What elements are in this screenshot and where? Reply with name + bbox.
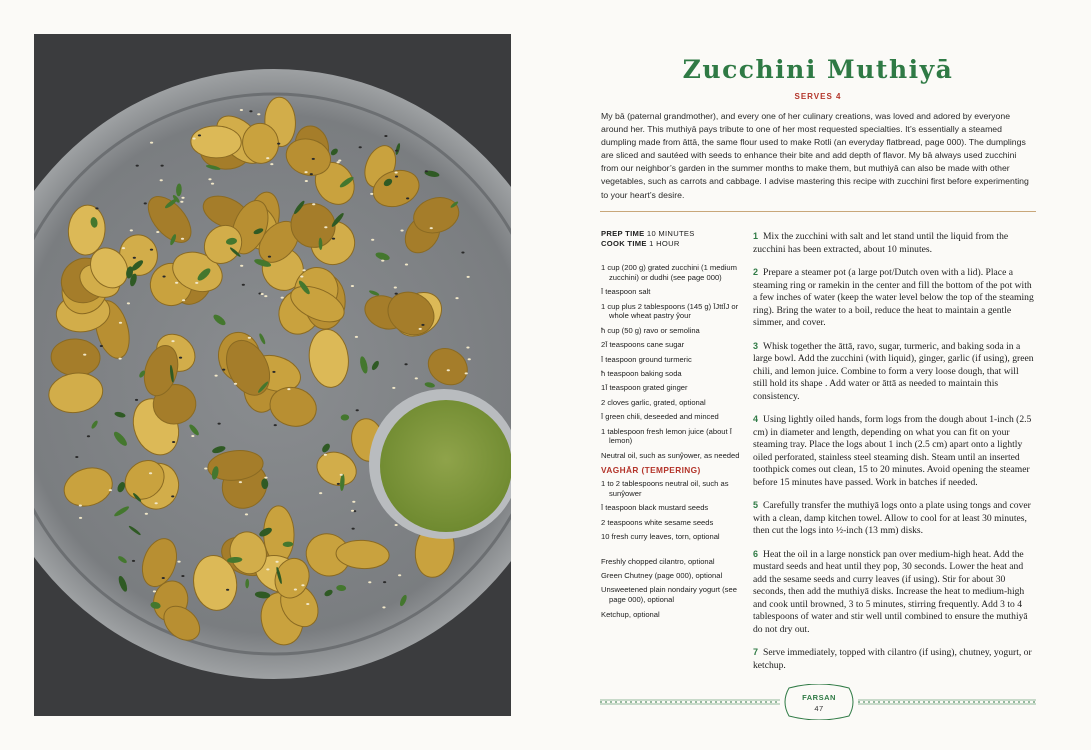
sesame-seed	[302, 269, 305, 271]
step-number: 7	[753, 647, 759, 657]
sesame-seed	[109, 489, 112, 491]
sesame-seed	[468, 358, 471, 360]
sesame-seed	[153, 590, 156, 592]
sesame-seed	[155, 502, 158, 504]
sesame-seed	[145, 513, 148, 515]
ingredient-item: Ī teaspoon salt	[601, 287, 651, 297]
step-number: 5	[753, 500, 759, 510]
sesame-seed	[300, 276, 303, 278]
ingredient-item: ħ teaspoon baking soda	[601, 368, 682, 378]
sesame-seed	[242, 284, 245, 286]
section-divider	[600, 211, 1036, 212]
sesame-seed	[132, 560, 135, 562]
sesame-seed	[455, 297, 458, 299]
sesame-seed	[175, 282, 178, 284]
sesame-seed	[281, 297, 284, 299]
sesame-seed	[266, 157, 269, 159]
sesame-seed	[294, 588, 297, 590]
method-step	[753, 548, 1035, 637]
method-step	[753, 499, 1035, 538]
sesame-seed	[425, 170, 428, 172]
sesame-seed	[261, 293, 264, 295]
sesame-seed	[208, 178, 211, 180]
sesame-seed	[356, 409, 359, 411]
sesame-seed	[461, 251, 464, 253]
sesame-seed	[264, 477, 267, 479]
sesame-seed	[95, 207, 98, 209]
sesame-seed	[192, 137, 195, 139]
sesame-seed	[467, 276, 470, 278]
sesame-seed	[381, 260, 384, 262]
serving-item: Freshly chopped cilantro, optional	[601, 556, 715, 566]
sesame-seed	[351, 510, 354, 512]
sesame-seed	[382, 606, 385, 608]
step-text: Whisk together the āttā, ravo, sugar, turmeric, and baking soda in a large bowl. Add the zucchini (with liquid), ginger, garlic (if using), green chili, and lemon juice. Combine to form a very loose dough, that will still hold its shape . Add water or āttā as needed to maintain this consistency.	[753, 340, 1034, 402]
sesame-seed	[312, 203, 315, 205]
sesame-seed	[264, 295, 267, 297]
sesame-seed	[226, 589, 229, 591]
sesame-seed	[181, 197, 184, 199]
sesame-seed	[150, 142, 153, 144]
step-text: Mix the zucchini with salt and let stand until the liquid from the zucchini has been extracted, about 10 minutes.	[753, 231, 1009, 255]
sesame-seed	[179, 357, 182, 359]
sesame-seed	[332, 238, 335, 240]
step-text: Using lightly oiled hands, form logs from the dough about 1-inch (2.5 cm) in diameter and length, depending on what you can fit on your steaming tray. Place the logs about 1 inch (2.5 cm) apart onto a lightly oiled perforated, stainless steel steaming dish. Steam until an inserted toothpick comes out clean, 15 to 20 minutes. Avoid opening the steamer before 15 minutes have passed. Work in batches if needed.	[753, 414, 1032, 488]
step-text: Heat the oil in a large nonstick pan over medium-high heat. Add the mustard seeds and heat until they pop, 30 seconds. Lower the heat and add the sesame seeds and curry leaves (if using). Stir for about 30 seconds, then add the muthiyā disks. Increase the heat to medium-high and cook until browned, 3 to 5 minutes, stirring frequently. Add 3 to 4 tablespoons of water and stir well until combined to ensure the muthiyā do not dry out.	[753, 548, 1028, 635]
sesame-seed	[305, 180, 308, 182]
sesame-seed	[370, 193, 373, 195]
sesame-seed	[466, 347, 469, 349]
ingredient-item: 1 cup plus 2 tablespoons (145 g) ĪJttĪJ or whole wheat pastry ŷour	[601, 301, 739, 321]
sesame-seed	[275, 561, 278, 563]
footer-badge-frame	[779, 684, 859, 720]
sesame-seed	[240, 109, 243, 111]
sesame-seed	[310, 173, 313, 175]
sesame-seed	[268, 256, 271, 258]
sesame-seed	[119, 358, 122, 360]
sesame-seed	[266, 568, 269, 570]
sesame-seed	[245, 513, 248, 515]
sesame-seed	[404, 363, 407, 365]
sesame-seed	[215, 375, 218, 377]
sesame-seed	[394, 286, 397, 288]
sesame-seed	[136, 165, 139, 167]
sesame-seed	[83, 354, 86, 356]
sesame-seed	[222, 369, 225, 371]
sesame-seed	[415, 377, 418, 379]
sesame-seed	[371, 239, 374, 241]
sesame-seed	[171, 340, 174, 342]
ingredient-item: 2 cloves garlic, grated, optional	[601, 397, 706, 407]
sesame-seed	[398, 574, 401, 576]
sesame-seed	[100, 345, 103, 347]
sesame-seed	[144, 202, 147, 204]
serving-item: Green Chutney (page 000), optional	[601, 571, 723, 581]
method-step	[753, 340, 1035, 404]
sesame-seed	[133, 257, 136, 259]
sesame-seed	[304, 171, 307, 173]
sesame-seed	[359, 146, 362, 148]
sesame-seed	[162, 577, 165, 579]
sesame-seed	[395, 172, 398, 174]
sesame-seed	[355, 336, 358, 338]
sesame-seed	[119, 322, 122, 324]
prep-time-label: PREP TIME	[601, 229, 645, 238]
sesame-seed	[324, 454, 327, 456]
sesame-seed	[352, 528, 355, 530]
recipe-intro: My bā (paternal grandmother), and every one of her culinary creations, was loved and adored by everyone around her. This muthiyā pays tribute to one of her most requested specialties. It’s essentially a steamed dumpling made from āttā, the same flour used to make Rotli (an everyday flatbread, page 000). The dumplings are sliced and sautéed with seeds to enhance their bite and add depth of flavor. My bā always used zucchini from our neighbor’s garden in the summer months to make them, but muthiyā can also be made with other vegetables, such as carrots and cabbage. I advise mastering this recipe with zucchini first before experimenting to your heart’s desire.	[601, 111, 1029, 200]
ingredient-item: Ī teaspoon ground turmeric	[601, 354, 692, 364]
sesame-seed	[75, 456, 78, 458]
step-number: 2	[753, 267, 759, 277]
ingredient-item: 1 tablespoon fresh lemon juice (about Ī lemon)	[601, 426, 732, 446]
sesame-seed	[272, 371, 275, 373]
sesame-seed	[419, 328, 422, 330]
sesame-seed	[447, 369, 450, 371]
sesame-seed	[287, 388, 290, 390]
sesame-seed	[306, 603, 309, 605]
vaghar-heading: VAGHĀR (TEMPERING)	[601, 465, 701, 476]
sesame-seed	[352, 501, 355, 503]
sesame-seed	[392, 387, 395, 389]
sesame-seed	[239, 481, 242, 483]
sesame-seed	[338, 160, 341, 162]
serving-item: Ketchup, optional	[601, 609, 660, 619]
sesame-seed	[198, 134, 201, 136]
method-step	[753, 230, 1035, 256]
method-step	[753, 646, 1035, 672]
sesame-seed	[195, 282, 198, 284]
ingredient-item: ħ cup (50 g) ravo or semolina	[601, 325, 700, 335]
sesame-seed	[406, 197, 409, 199]
page-number: 47	[814, 704, 824, 713]
sesame-seed	[211, 183, 214, 185]
sesame-seed	[160, 179, 163, 181]
sesame-seed	[149, 472, 152, 474]
serves-label: SERVES 4	[794, 92, 842, 101]
sesame-seed	[351, 285, 354, 287]
sesame-seed	[79, 517, 82, 519]
ingredient-item: Neutral oil, such as sunŷower, as needed	[601, 450, 740, 460]
sesame-seed	[395, 175, 398, 177]
sesame-seed	[171, 495, 174, 497]
sesame-seed	[368, 581, 371, 583]
sesame-seed	[172, 441, 175, 443]
sesame-seed	[421, 324, 424, 326]
sesame-seed	[181, 575, 184, 577]
sesame-seed	[465, 372, 468, 374]
recipe-title: Zucchini Muthiyā	[682, 55, 954, 84]
sesame-seed	[130, 229, 133, 231]
footer-ornament-right	[858, 699, 1036, 705]
sesame-seed	[395, 293, 398, 295]
sesame-seed	[181, 238, 184, 240]
sesame-seed	[301, 584, 304, 586]
step-text: Carefully transfer the muthiyā logs onto a plate using tongs and cover with a clean, damp kitchen towel. Allow to cool for at least 30 minutes, then cut the logs into ½-inch (13 mm) disks.	[753, 500, 1031, 536]
sesame-seed	[156, 231, 159, 233]
sesame-seed	[430, 227, 433, 229]
step-number: 4	[753, 414, 759, 424]
sesame-seed	[395, 150, 398, 152]
recipe-photo	[34, 34, 511, 716]
sesame-seed	[270, 163, 273, 165]
vaghar-item: Ī teaspoon black mustard seeds	[601, 503, 709, 513]
footer-section: FARSAN	[802, 693, 836, 702]
sesame-seed	[122, 247, 125, 249]
sesame-seed	[337, 483, 340, 485]
sesame-seed	[257, 113, 260, 115]
step-text: Prepare a steamer pot (a large pot/Dutch oven with a lid). Place a steaming ring or ramekin in the center and fill the bottom of the pot with a few inches of water (keep the water level below the top of the steaming ring). Bring the water to a boil, reduce the heat to maintain a gentle simmer, and cover.	[753, 267, 1034, 328]
cook-time-value: 1 HOUR	[649, 239, 680, 248]
muthiya-piece	[191, 126, 242, 159]
prep-time-value: 10 MINUTES	[646, 229, 695, 238]
ingredient-item: Ī green chili, deseeded and minced	[601, 412, 719, 422]
sesame-seed	[274, 424, 277, 426]
sesame-seed	[319, 492, 322, 494]
ingredient-item: 1 cup (200 g) grated zucchini (1 medium zucchini) or dudhi (see page 000)	[601, 263, 737, 282]
sesame-seed	[340, 474, 343, 476]
ingredient-item: 2Ī teaspoons cane sugar	[601, 340, 685, 350]
sesame-seed	[161, 165, 164, 167]
ingredient-item: 1Ī teaspoon grated ginger	[601, 383, 688, 393]
vaghar-item: 1 to 2 tablespoons neutral oil, such as sunŷower	[601, 479, 729, 499]
sesame-seed	[180, 201, 183, 203]
sesame-seed	[249, 110, 252, 112]
sesame-seed	[336, 161, 339, 163]
sesame-seed	[150, 249, 153, 251]
sesame-seed	[405, 264, 408, 266]
sesame-seed	[240, 265, 243, 267]
sesame-seed	[177, 561, 180, 563]
sesame-seed	[204, 468, 207, 470]
sesame-seed	[191, 435, 194, 437]
recipe-times	[601, 229, 695, 249]
sesame-seed	[400, 230, 403, 232]
sesame-seed	[384, 135, 387, 137]
ingredients-list	[601, 263, 741, 624]
step-number: 3	[753, 340, 759, 351]
sesame-seed	[87, 435, 90, 437]
serving-item: Unsweetened plain nondairy yogurt (see page 000), optional	[601, 585, 737, 605]
sesame-seed	[324, 226, 327, 228]
sesame-seed	[79, 505, 82, 507]
sesame-seed	[182, 299, 185, 301]
sesame-seed	[162, 276, 165, 278]
method-step	[753, 413, 1035, 489]
sesame-seed	[127, 302, 130, 304]
sesame-seed	[395, 524, 398, 526]
sesame-seed	[218, 423, 221, 425]
sesame-seed	[312, 158, 315, 160]
method-steps	[753, 230, 1035, 682]
method-step	[753, 266, 1035, 330]
step-number: 6	[753, 548, 759, 559]
step-text: Serve immediately, topped with cilantro (if using), chutney, yogurt, or ketchup.	[753, 647, 1032, 671]
cook-time-label: COOK TIME	[601, 239, 647, 248]
step-number: 1	[753, 231, 759, 241]
vaghar-item: 10 fresh curry leaves, torn, optional	[601, 532, 720, 542]
footer-ornament-left	[600, 699, 780, 705]
sesame-seed	[135, 399, 138, 401]
sesame-seed	[277, 143, 280, 145]
sesame-seed	[383, 581, 386, 583]
vaghar-item: 2 teaspoons white sesame seeds	[601, 517, 714, 527]
sesame-seed	[248, 337, 251, 339]
sesame-seed	[234, 383, 237, 385]
